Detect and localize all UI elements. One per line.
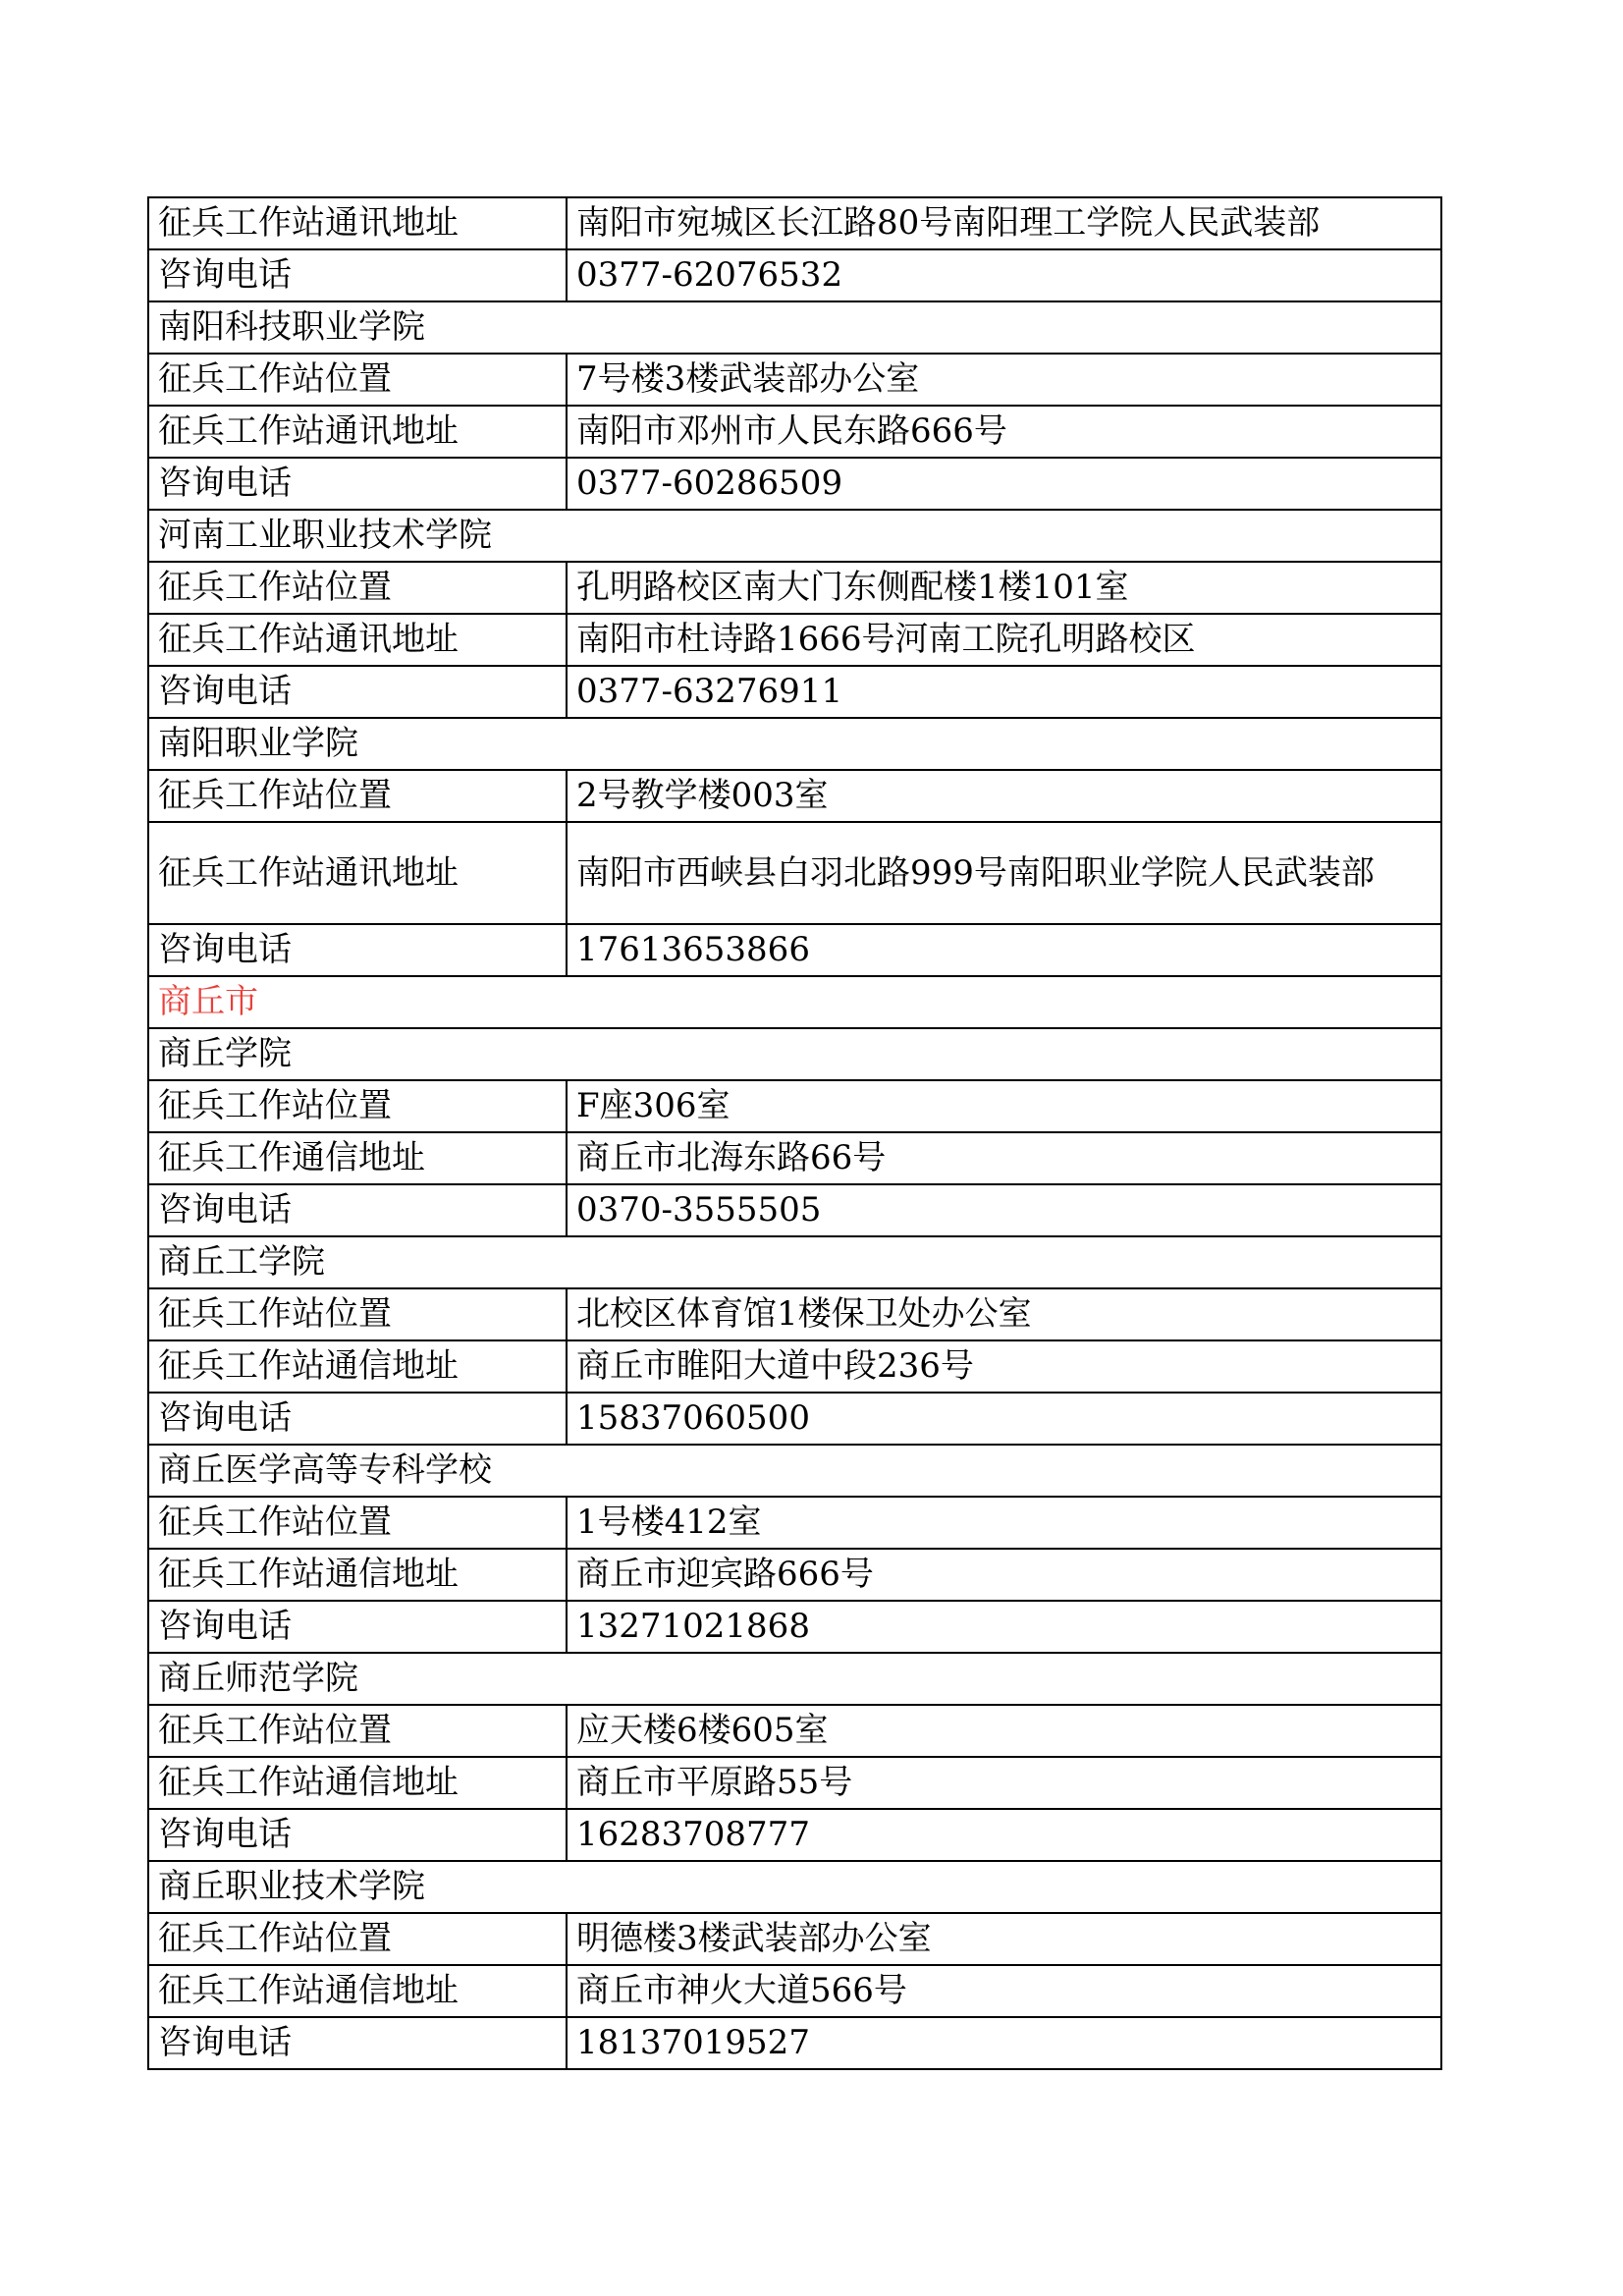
field-value: 商丘市北海东路66号 xyxy=(567,1132,1441,1184)
table-row xyxy=(148,1965,1441,2017)
field-label: 征兵工作站位置 xyxy=(148,1080,567,1132)
table-row xyxy=(148,1393,1441,1445)
field-label: 征兵工作站位置 xyxy=(148,562,567,614)
field-label: 咨询电话 xyxy=(148,924,567,976)
field-value: 商丘市睢阳大道中段236号 xyxy=(567,1340,1441,1393)
field-value: 0377-63276911 xyxy=(567,666,1441,718)
table-row xyxy=(148,1809,1441,1861)
school-header-row xyxy=(148,301,1441,354)
field-label: 征兵工作站位置 xyxy=(148,1497,567,1549)
table-row xyxy=(148,197,1441,249)
table-row xyxy=(148,1913,1441,1965)
field-label: 征兵工作站位置 xyxy=(148,1913,567,1965)
field-label: 咨询电话 xyxy=(148,249,567,301)
table-body xyxy=(148,197,1441,2069)
table-row xyxy=(148,562,1441,614)
field-label: 征兵工作站通信地址 xyxy=(148,1340,567,1393)
field-label: 咨询电话 xyxy=(148,1393,567,1445)
school-name: 商丘学院 xyxy=(148,1028,1441,1080)
school-header-row xyxy=(148,1653,1441,1705)
table-row xyxy=(148,1497,1441,1549)
recruitment-station-table xyxy=(147,196,1442,2070)
table-row xyxy=(148,1340,1441,1393)
table-row xyxy=(148,666,1441,718)
field-label: 征兵工作站位置 xyxy=(148,1288,567,1340)
field-label: 征兵工作站通讯地址 xyxy=(148,197,567,249)
field-label: 征兵工作站通讯地址 xyxy=(148,614,567,666)
table-row xyxy=(148,249,1441,301)
field-value: F座306室 xyxy=(567,1080,1441,1132)
school-header-row xyxy=(148,1236,1441,1288)
school-name: 商丘师范学院 xyxy=(148,1653,1441,1705)
field-value: 16283708777 xyxy=(567,1809,1441,1861)
field-value: 商丘市神火大道566号 xyxy=(567,1965,1441,2017)
field-value: 2号教学楼003室 xyxy=(567,770,1441,822)
school-name: 南阳职业学院 xyxy=(148,718,1441,770)
school-name: 商丘职业技术学院 xyxy=(148,1861,1441,1913)
field-label: 咨询电话 xyxy=(148,1809,567,1861)
field-label: 咨询电话 xyxy=(148,1184,567,1236)
school-header-row xyxy=(148,1861,1441,1913)
table-row xyxy=(148,2017,1441,2069)
field-value: 17613653866 xyxy=(567,924,1441,976)
school-name: 商丘医学高等专科学校 xyxy=(148,1445,1441,1497)
table-row xyxy=(148,1549,1441,1601)
field-value: 0377-60286509 xyxy=(567,458,1441,510)
school-header-row xyxy=(148,510,1441,562)
table-row xyxy=(148,614,1441,666)
field-label: 征兵工作站位置 xyxy=(148,770,567,822)
school-header-row xyxy=(148,718,1441,770)
field-label: 征兵工作站位置 xyxy=(148,1705,567,1757)
table-row xyxy=(148,354,1441,406)
table-row xyxy=(148,1184,1441,1236)
field-label: 咨询电话 xyxy=(148,666,567,718)
field-value: 商丘市迎宾路666号 xyxy=(567,1549,1441,1601)
field-label: 征兵工作站通信地址 xyxy=(148,1757,567,1809)
table-row xyxy=(148,770,1441,822)
field-value: 0377-62076532 xyxy=(567,249,1441,301)
field-label: 咨询电话 xyxy=(148,2017,567,2069)
school-header-row xyxy=(148,1445,1441,1497)
field-value: 18137019527 xyxy=(567,2017,1441,2069)
city-name: 商丘市 xyxy=(148,976,1441,1028)
field-label: 咨询电话 xyxy=(148,458,567,510)
school-name: 河南工业职业技术学院 xyxy=(148,510,1441,562)
table-row xyxy=(148,1132,1441,1184)
field-value: 北校区体育馆1楼保卫处办公室 xyxy=(567,1288,1441,1340)
field-value: 南阳市杜诗路1666号河南工院孔明路校区 xyxy=(567,614,1441,666)
field-label: 征兵工作通信地址 xyxy=(148,1132,567,1184)
table-row xyxy=(148,1288,1441,1340)
field-value: 商丘市平原路55号 xyxy=(567,1757,1441,1809)
table-row xyxy=(148,1601,1441,1653)
field-value: 南阳市宛城区长江路80号南阳理工学院人民武装部 xyxy=(567,197,1441,249)
table-row xyxy=(148,1757,1441,1809)
field-value: 1号楼412室 xyxy=(567,1497,1441,1549)
field-label: 征兵工作站通讯地址 xyxy=(148,406,567,458)
field-value: 0370-3555505 xyxy=(567,1184,1441,1236)
field-label: 征兵工作站通讯地址 xyxy=(148,822,567,924)
field-value: 应天楼6楼605室 xyxy=(567,1705,1441,1757)
field-label: 征兵工作站位置 xyxy=(148,354,567,406)
school-name: 南阳科技职业学院 xyxy=(148,301,1441,354)
table-row xyxy=(148,924,1441,976)
table-row xyxy=(148,1705,1441,1757)
field-value: 南阳市西峡县白羽北路999号南阳职业学院人民武装部 xyxy=(567,822,1441,924)
field-value: 明德楼3楼武装部办公室 xyxy=(567,1913,1441,1965)
field-label: 征兵工作站通信地址 xyxy=(148,1965,567,2017)
city-header-row xyxy=(148,976,1441,1028)
field-label: 咨询电话 xyxy=(148,1601,567,1653)
school-header-row xyxy=(148,1028,1441,1080)
field-value: 7号楼3楼武装部办公室 xyxy=(567,354,1441,406)
field-value: 13271021868 xyxy=(567,1601,1441,1653)
table-row xyxy=(148,458,1441,510)
field-label: 征兵工作站通信地址 xyxy=(148,1549,567,1601)
field-value: 南阳市邓州市人民东路666号 xyxy=(567,406,1441,458)
table-row xyxy=(148,406,1441,458)
table-row xyxy=(148,822,1441,924)
field-value: 孔明路校区南大门东侧配楼1楼101室 xyxy=(567,562,1441,614)
field-value: 15837060500 xyxy=(567,1393,1441,1445)
table-row xyxy=(148,1080,1441,1132)
school-name: 商丘工学院 xyxy=(148,1236,1441,1288)
